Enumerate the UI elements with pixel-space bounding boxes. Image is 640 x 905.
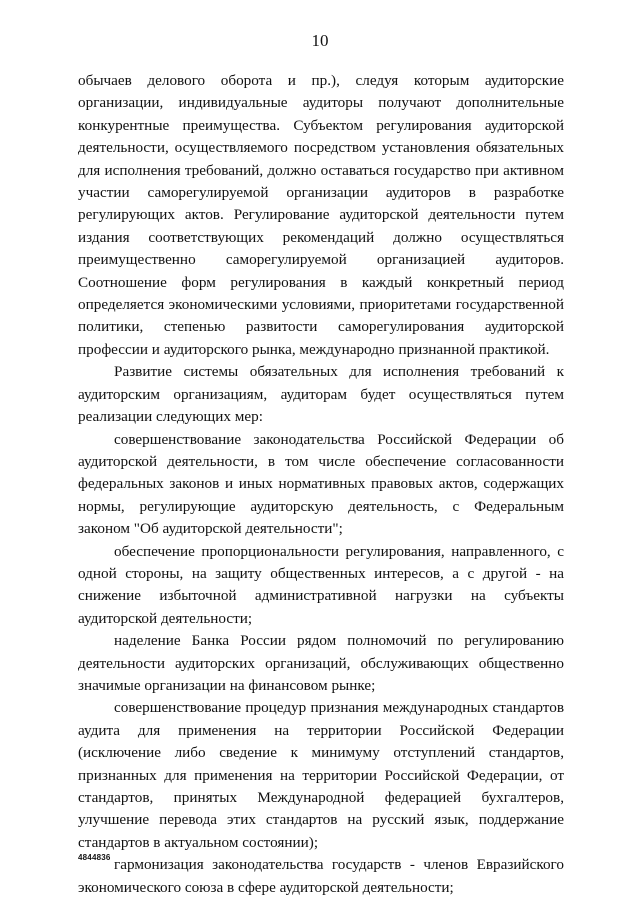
list-item-legislation: совершенствование законодательства Российской Федерации об аудиторской деятельности, в том числе обеспечение согласованности федеральных законов и иных нормативных правовых актов, содержащих нормы, регулирующие аудиторскую деятельность, с Федеральным законом "Об аудиторской деятельности";	[78, 430, 564, 538]
page-number: 10	[311, 31, 329, 50]
paragraph-measures-intro: Развитие системы обязательных для исполнения требований к аудиторским организациям, аудиторам будет осуществляться путем реализации следующих мер:	[78, 363, 564, 426]
document-body	[78, 70, 564, 899]
list-item-eaeu-harmonization: гармонизация законодательства государств - членов Евразийского экономического союза в сфере аудиторской деятельности;	[78, 856, 564, 896]
paragraph-continuation: обычаев делового оборота и пр.), следуя которым аудиторские организации, индивидуальные аудиторы получают дополнительные конкурентные преимущества. Субъектом регулирования аудиторской деятельности, осуществляемого посредством установления обязательных для исполнения требований, должно оставаться государство при активном участии саморегулируемой организации аудиторов в разработке регулирующих актов. Регулирование аудиторской деятельности путем издания соответствующих рекомендаций должно осуществляться преимущественно саморегулируемой организацией аудиторов. Соотношение форм регулирования в каждый конкретный период определяется экономическими условиями, приоритетами государственной политики, степенью развитости саморегулирования аудиторской профессии и аудиторского рынка, международно признанной практикой.	[78, 72, 564, 358]
list-item-international-standards: совершенствование процедур признания международных стандартов аудита для применения на территории Российской Федерации (исключение либо сведение к минимуму отступлений стандартов, признанных для применения на территории Российской Федерации, от стандартов, принятых Международной федерацией бухгалтеров, улучшение перевода этих стандартов на русский язык, поддержание стандартов в актуальном состоянии);	[78, 699, 564, 851]
list-item-proportionality: обеспечение пропорциональности регулирования, направленного, с одной стороны, на защиту общественных интересов, а с другой - на снижение избыточной административной нагрузки на субъекты аудиторской деятельности;	[78, 542, 564, 627]
list-item-bank-of-russia: наделение Банка России рядом полномочий по регулированию деятельности аудиторских организаций, обслуживающих общественно значимые организации на финансовом рынке;	[78, 632, 564, 694]
document-code: 4844836	[78, 853, 111, 862]
